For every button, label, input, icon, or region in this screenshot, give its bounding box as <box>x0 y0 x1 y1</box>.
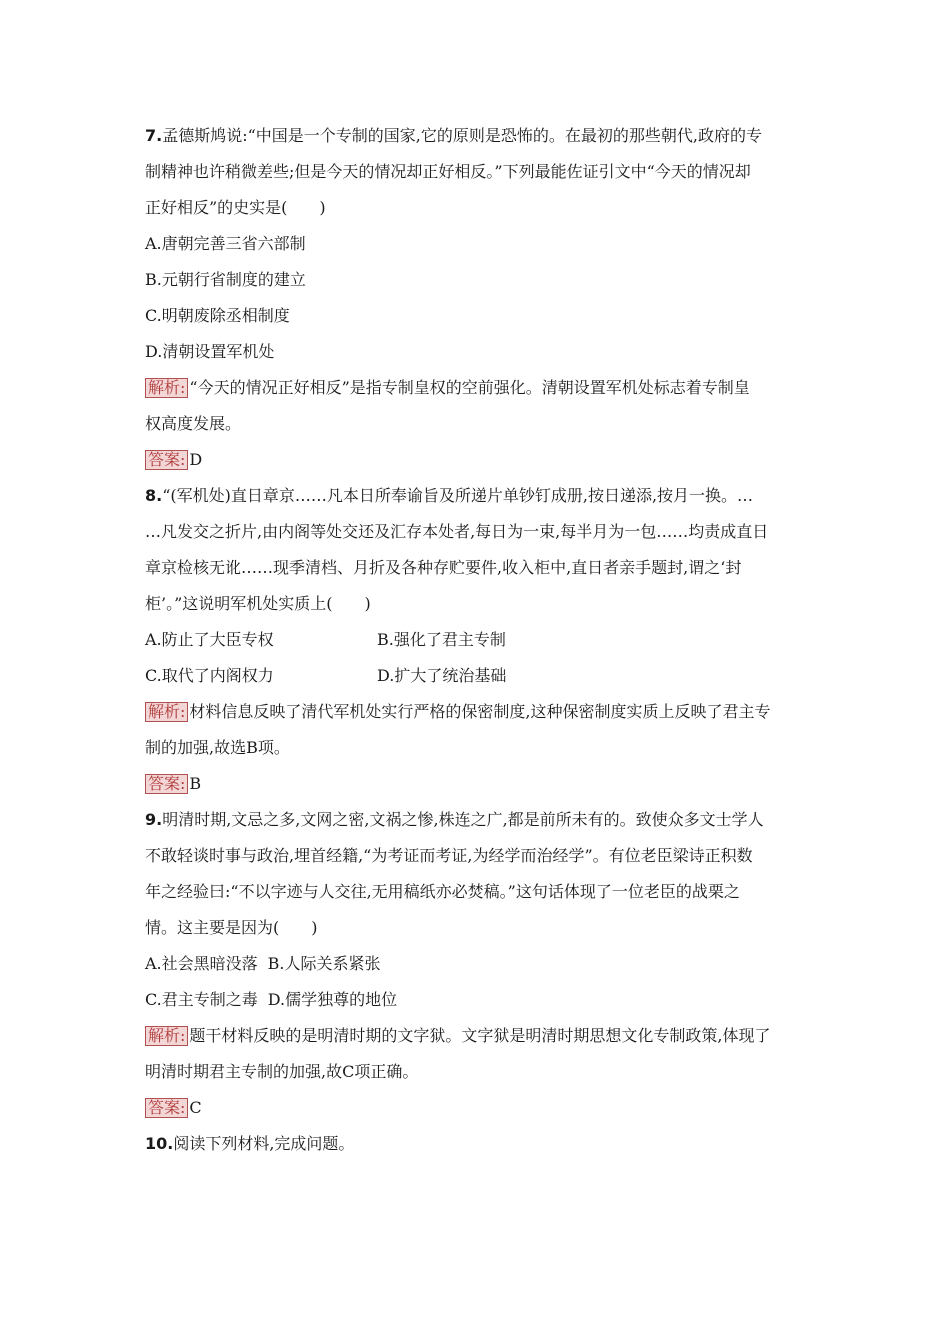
answer-line <box>145 442 815 478</box>
analysis-label: 解析: <box>145 702 188 722</box>
question-stem-line <box>145 802 815 838</box>
question-stem-line: 正好相反”的史实是( ) <box>145 198 326 217</box>
option-b: B.人际关系紧张 <box>267 954 381 973</box>
answer-line <box>145 1090 815 1126</box>
option-d: D.儒学独尊的地位 <box>267 990 398 1009</box>
analysis-text: 题干材料反映的是明清时期的文字狱。文字狱是明清时期思想文化专制政策,体现了 <box>189 1026 771 1045</box>
option-d: D.清朝设置军机处 <box>145 342 275 361</box>
options-row <box>145 982 815 1018</box>
analysis-line: 制的加强,故选B项。 <box>145 738 290 757</box>
question-9 <box>145 802 815 1126</box>
analysis-label: 解析: <box>145 1026 188 1046</box>
answer-label: 答案: <box>145 1098 188 1118</box>
question-10 <box>145 1126 815 1162</box>
options-row <box>145 622 815 658</box>
option-b: B.强化了君主专制 <box>377 630 506 649</box>
analysis-line <box>145 370 815 406</box>
stem-text: “(军机处)直日章京……凡本日所奉谕旨及所递片单钞钉成册,按日递添,按月一换。… <box>162 486 754 505</box>
stem-text: 明清时期,文忌之多,文网之密,文祸之惨,株连之广,都是前所未有的。致使众多文士学人 <box>162 810 764 829</box>
question-stem-line: 年之经验曰:“不以字迹与人交往,无用稿纸亦必焚稿。”这句话体现了一位老臣的战栗之 <box>145 882 740 901</box>
question-stem-line <box>145 478 815 514</box>
option-a: A.社会黑暗没落 <box>145 954 258 973</box>
question-stem-line: 章京检核无讹……现季清档、月折及各种存贮要件,收入柜中,直日者亲手题封,谓之‘封 <box>145 558 742 577</box>
option-c: C.明朝废除丞相制度 <box>145 306 290 325</box>
option-a: A.防止了大臣专权 <box>145 630 274 649</box>
question-stem-line: …凡发交之折片,由内阁等处交还及汇存本处者,每日为一束,每半月为一包……均责成直日 <box>145 522 769 541</box>
options-row <box>145 658 815 694</box>
analysis-text: 材料信息反映了清代军机处实行严格的保密制度,这种保密制度实质上反映了君主专 <box>189 702 771 721</box>
question-stem-line <box>145 1126 815 1162</box>
question-stem-line: 不敢轻谈时事与政治,埋首经籍,“为考证而考证,为经学而治经学”。有位老臣梁诗正积数 <box>145 846 753 865</box>
analysis-label: 解析: <box>145 378 188 398</box>
question-number: 10. <box>145 1134 174 1153</box>
question-number: 8. <box>145 486 163 505</box>
analysis-line <box>145 694 815 730</box>
answer-value: B <box>189 774 202 793</box>
answer-label: 答案: <box>145 774 188 794</box>
question-stem-line: 情。这主要是因为( ) <box>145 918 318 937</box>
analysis-line: 权高度发展。 <box>145 414 242 433</box>
document-page <box>145 118 815 1162</box>
question-8 <box>145 478 815 802</box>
option-c: C.取代了内阁权力 <box>145 666 274 685</box>
option-d: D.扩大了统治基础 <box>377 666 507 685</box>
answer-value: D <box>189 450 203 469</box>
answer-line <box>145 766 815 802</box>
stem-text: 孟德斯鸠说:“中国是一个专制的国家,它的原则是恐怖的。在最初的那些朝代,政府的专 <box>162 126 762 145</box>
stem-text: 阅读下列材料,完成问题。 <box>173 1134 355 1153</box>
option-c: C.君主专制之毒 <box>145 990 258 1009</box>
question-number: 7. <box>145 126 163 145</box>
question-stem-line <box>145 118 815 154</box>
question-7 <box>145 118 815 478</box>
answer-value: C <box>189 1098 202 1117</box>
question-stem-line: 制精神也许稍微差些;但是今天的情况却正好相反。”下列最能佐证引文中“今天的情况却 <box>145 162 751 181</box>
analysis-line <box>145 1018 815 1054</box>
options-row <box>145 946 815 982</box>
analysis-text: “今天的情况正好相反”是指专制皇权的空前强化。清朝设置军机处标志着专制皇 <box>189 378 750 397</box>
option-b: B.元朝行省制度的建立 <box>145 270 306 289</box>
question-number: 9. <box>145 810 163 829</box>
question-stem-line: 柜’。”这说明军机处实质上( ) <box>145 594 371 613</box>
analysis-line: 明清时期君主专制的加强,故C项正确。 <box>145 1062 419 1081</box>
option-a: A.唐朝完善三省六部制 <box>145 234 306 253</box>
answer-label: 答案: <box>145 450 188 470</box>
